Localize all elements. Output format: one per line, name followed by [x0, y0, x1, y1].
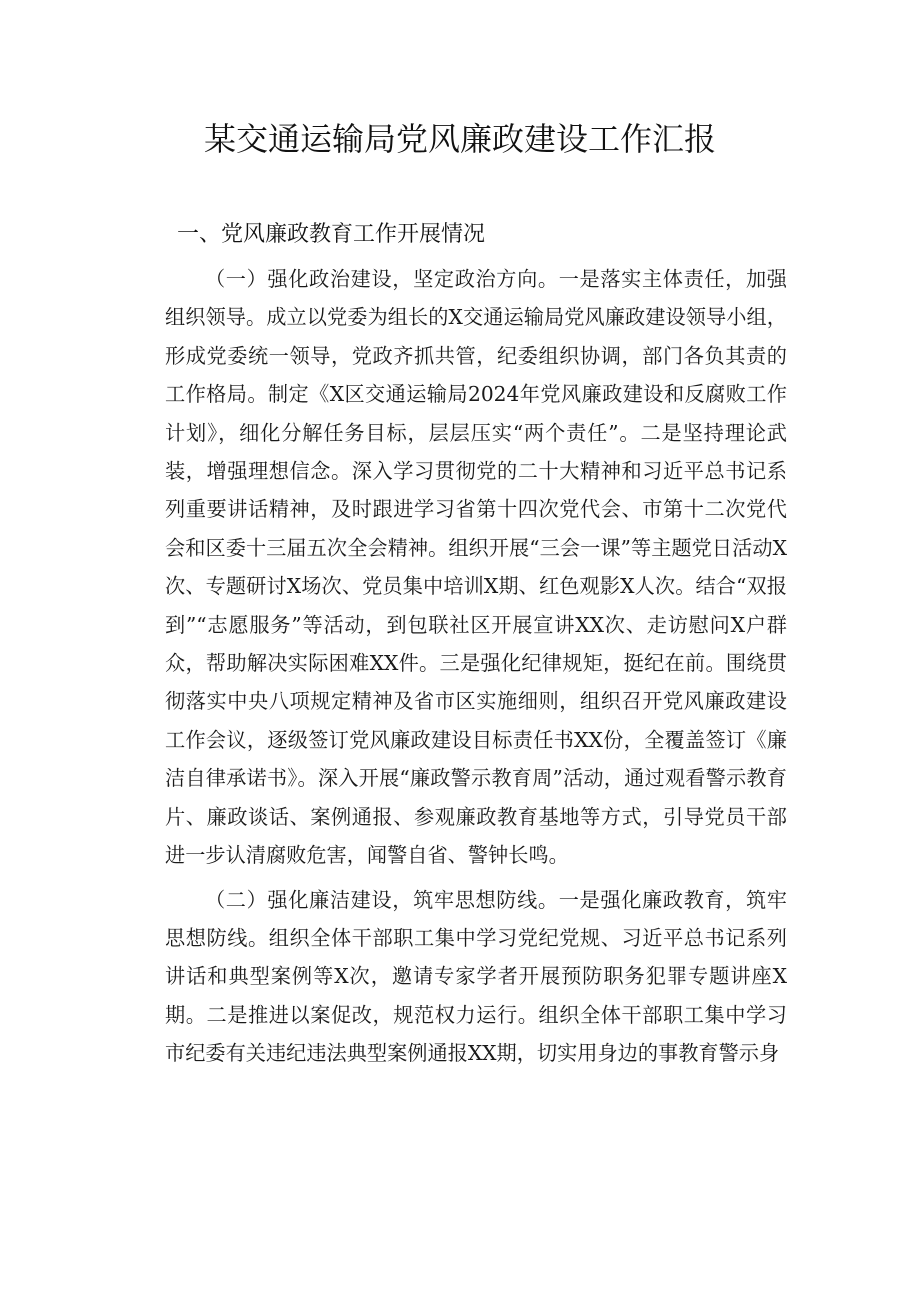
- document-title: 某交通运输局党风廉政建设工作汇报: [203, 120, 716, 158]
- section-heading: 一、党风廉政教育工作开展情况: [177, 222, 486, 247]
- paragraph-political-construction: （一）强化政治建设，坚定政治方向。一是落实主体责任，加强组织领导。成立以党委为组长的X交通运输局党风廉政建设领导小组，形成党委统一领导，党政齐抓共管，纪委组织协调，部门各负其责的工作格局。制定《X区交通运输局2024年党风廉政建设和反腐败工作计划》，细化分解任务目标，层层压实“两个责任”。二是坚持理论武装，增强理想信念。深入学习贯彻党的二十大精神和习近平总书记系列重要讲话精神，及时跟进学习省第十四次党代会、市第十二次党代会和区委十三届五次全会精神。组织开展“三会一课”等主题党日活动X次、专题研讨X场次、党员集中培训X期、红色观影X人次。结合“双报到”“志愿服务”等活动，到包联社区开展宣讲XX次、走访慰问X户群众，帮助解决实际困难XX件。三是强化纪律规矩，挺纪在前。围绕贯彻落实中央八项规定精神及省市区实施细则，组织召开党风廉政建设工作会议，逐级签订党风廉政建设目标责任书XX份，全覆盖签订《廉洁自律承诺书》。深入开展“廉政警示教育周”活动，通过观看警示教育片、廉政谈话、案例通报、参观廉政教育基地等方式，引导党员干部进一步认清腐败危害，闻警自省、警钟长鸣。: [165, 267, 787, 868]
- document-body: [165, 212, 787, 1073]
- paragraph-integrity-construction: （二）强化廉洁建设，筑牢思想防线。一是强化廉政教育，筑牢思想防线。组织全体干部职工集中学习党纪党规、习近平总书记系列讲话和典型案例等X次，邀请专家学者开展预防职务犯罪专题讲座X期。二是推进以案促改，规范权力运行。组织全体干部职工集中学习市纪委有关违纪违法典型案例通报XX期，切实用身边的事教育警示身: [165, 887, 787, 1066]
